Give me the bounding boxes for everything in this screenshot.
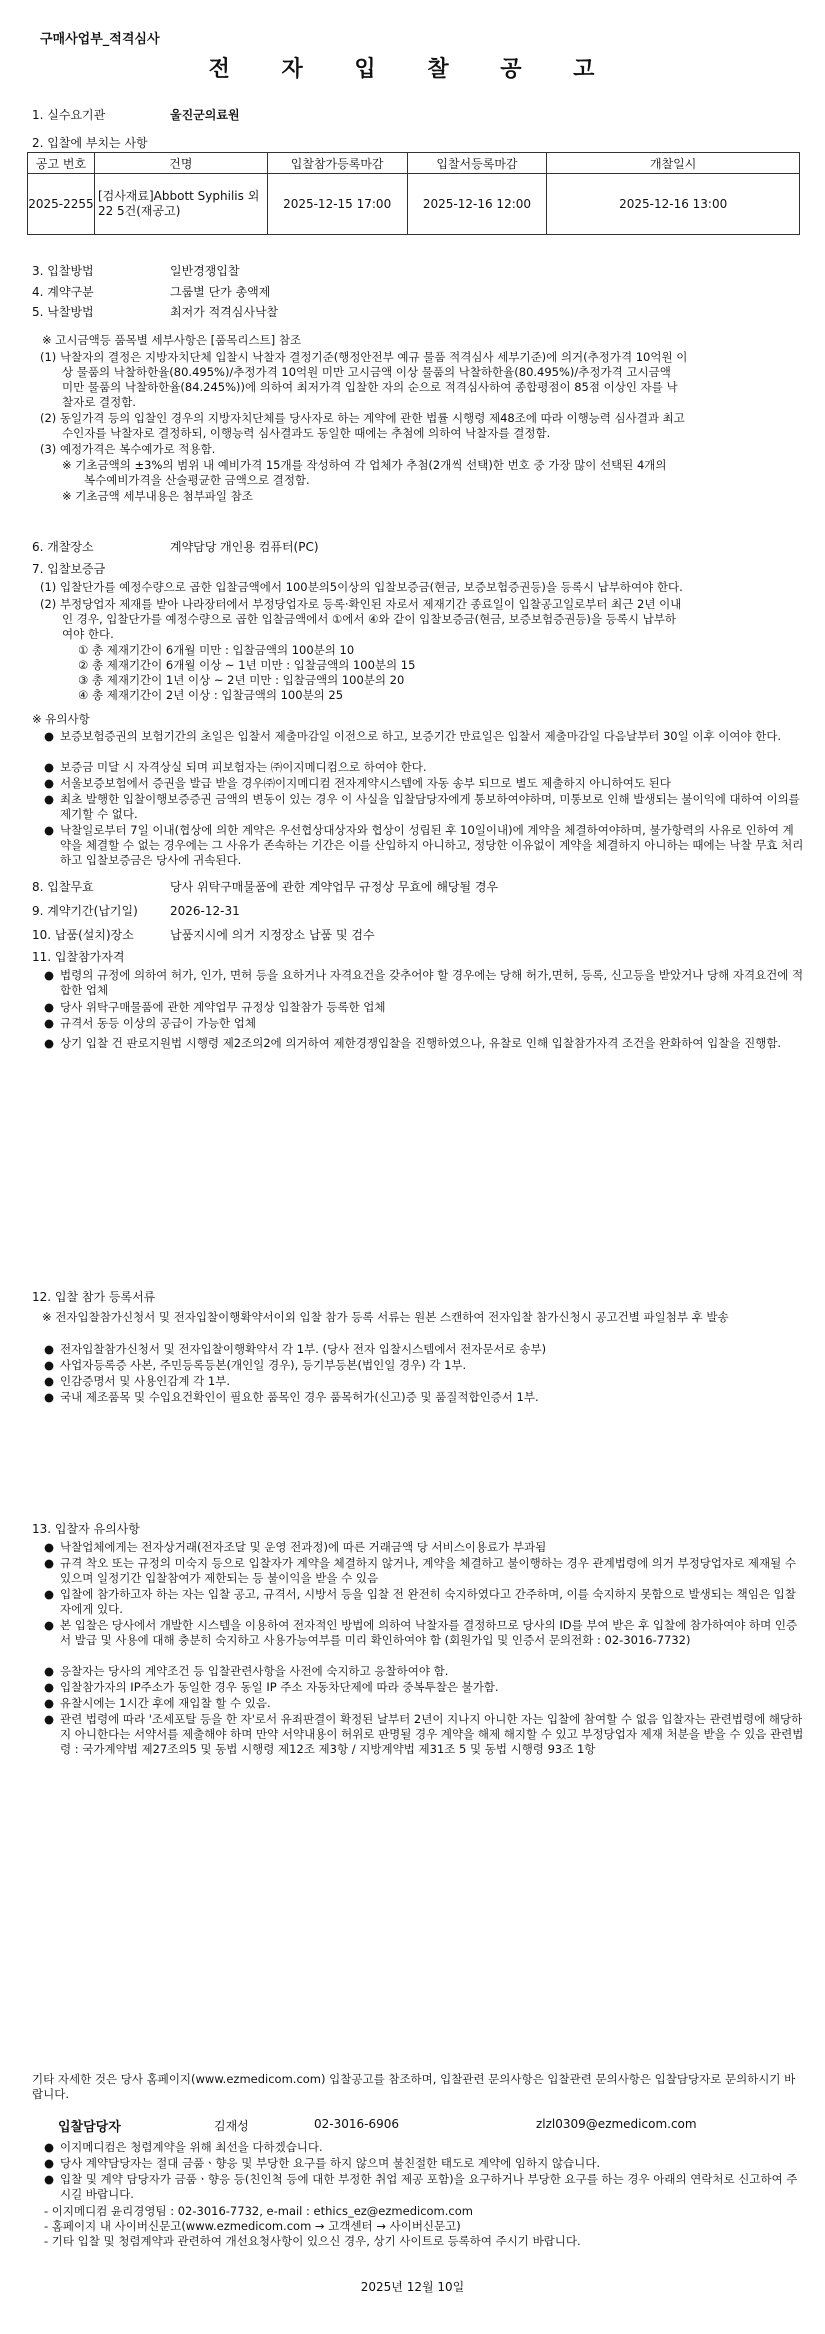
bullet-icon: ● [44,1374,55,1388]
caution-item: ● 입찰에 참가하고자 하는 자는 입찰 공고, 규격서, 시방서 등을 입찰 전 완전히 숙지하였다고 간주하며, 이를 숙지하지 못함으로 발생되는 책임은 입찰자에게 있다. [44,1587,796,1616]
section-4-label: 4. 계약구분 [32,285,94,299]
ethics-contact-line: - 기타 입찰 및 청렴계약과 관련하여 개선요청사항이 있으신 경우, 상기 사이트로 등록하여 주시기 바랍니다. [44,2234,581,2248]
document-item: ● 국내 제조품목 및 수입요건확인이 필요한 품목인 경우 품목허가(신고)증 및 품질적합인증서 1부. [44,1390,539,1404]
s5-note-3: 미만 물품의 낙찰하한율(84.245%))에 의하여 최저가격 입찰한 자의 순으로 적격심사하여 종합평점이 85점 이상인 자를 낙 [62,380,678,394]
table-header-cell: 입찰참가등록마감 [267,153,407,174]
caution-item: ● 응찰자는 당사의 계약조건 등 입찰관련사항을 사전에 숙지하고 응찰하여야 함. [44,1664,449,1678]
section-9 [32,902,240,919]
bid-number-cell: 2025-2255 [28,174,95,235]
s12-note: ※ 전자입찰참가신청서 및 전자입찰이행확약서이외 입찰 참가 등록 서류는 원본 스캔하여 전자입찰 참가신청시 공고건별 파일첨부 후 발송 [42,1310,729,1324]
s5-note-4: 찰자로 결정함. [62,395,136,409]
s7-line-1: (2) 부정당업자 제재를 받아 나라장터에서 부정당업자로 등록·확인된 자로서 제재기간 종료일이 입찰공고일로부터 최근 2년 이내 [40,597,682,611]
section-11-label: 11. 입찰참가자격 [32,950,125,964]
section-4 [32,283,270,300]
s7-line-0: (1) 입찰단가를 예정수량으로 곱한 입찰금액에서 100분의5이상의 입찰보증금(현금, 보증보험증권등)을 등록시 납부하여야 한다. [40,580,683,594]
document-item: ● 사업자등록증 사본, 주민등록등본(개인일 경우), 등기부등본(법인일 경우) 각 1부. [44,1358,467,1372]
item-name-cell: [검사재료]Abbott Syphilis 외 22 5건(재공고) [94,174,267,235]
s7-line-3: 여야 한다. [62,627,114,641]
qualification-item: ● 법령의 규정에 의하여 허가, 인가, 면허 등을 요하거나 자격요건을 갖추어야 할 경우에는 당해 허가,면허, 등록, 신고등을 받았거나 당해 자격요건에 적합한 업체 [44,968,804,997]
table-header-cell: 개찰일시 [547,153,800,174]
section-3-value: 일반경쟁입찰 [170,264,240,278]
section-5-label: 5. 낙찰방법 [32,305,94,319]
bullet-icon: ● [44,792,55,806]
s7-line-6: ③ 총 제재기간이 1년 이상 ~ 2년 미만 : 입찰금액의 100분의 20 [78,673,405,687]
s5-note-6: 수인자를 낙찰자로 결정하되, 이행능력 심사결과도 동일한 때에는 추첨에 의하여 낙찰자를 결정함. [62,426,551,440]
section-10-value: 납품지시에 의거 지정장소 납품 및 검수 [170,928,375,942]
ethics-contact-line: - 이지메디컴 윤리경영팀 : 02-3016-7732, e-mail : ethics_ez@ezmedicom.com [44,2204,473,2218]
s7-line-2: 인 경우, 입찰단가를 예정수량으로 곱한 입찰금액에서 ①에서 ④와 같이 입찰보증금(현금, 보증보험증권등)을 등록시 납부하 [62,612,676,626]
notice-item: ● 서울보증보험에서 증권을 발급 받을 경우㈜이지메디컴 전자계약시스템에 자동 송부 되므로 별도 제출하지 아니하여도 된다 [44,776,671,790]
caution-item: ● 규격 착오 또는 규정의 미숙지 등으로 입찰자가 계약을 체결하지 않거나, 계약을 체결하고 불이행하는 경우 관계법령에 의거 부정당업자로 제재될 수 있으며 일정기간 입찰참여가 제한되는 등 불이익을 받을 수 있음 [44,1556,796,1585]
bullet-icon: ● [44,1342,55,1356]
ethics-item: ● 입찰 및 계약 담당자가 금품ㆍ향응 등(친인척 등에 대한 부정한 취업 제공 포함)을 요구하거나 부당한 요구를 하는 경우 아래의 연락처로 신고하여 주시길 바랍니다. [44,2172,798,2201]
opening-time-cell: 2025-12-16 13:00 [547,174,800,235]
s7-line-7: ④ 총 제재기간이 2년 이상 : 입찰금액의 100분의 25 [78,688,344,702]
caution-item: ● 낙찰업체에게는 전자상거래(전자조달 및 운영 전과정)에 따른 거래금액 당 서비스이용료가 부과됨 [44,1540,547,1554]
s5-note-1: (1) 낙찰자의 결정은 지방자치단체 입찰시 낙찰자 결정기준(행정안전부 예규 물품 적격심사 세부기준)에 의거(추정가격 10억원 이 [40,350,688,364]
section-6-value: 계약담당 개인용 컴퓨터(PC) [170,540,319,554]
section-2-label: 2. 입찰에 부치는 사항 [32,136,148,150]
ethics-contact-line: - 홈페이지 내 사이버신문고(www.ezmedicom.com → 고객센터 → 사이버신문고) [44,2219,461,2233]
contact-email: zlzl0309@ezmedicom.com [536,2117,697,2131]
table-header-cell: 공고 번호 [28,153,95,174]
bullet-icon: ● [44,1556,55,1570]
section-12-label: 12. 입찰 참가 등록서류 [32,1290,156,1304]
s5-note-7: (3) 예정가격은 복수예가로 적용함. [40,442,216,456]
bullet-icon: ● [44,1036,55,1050]
table-header-cell: 건명 [94,153,267,174]
s5-note-8: ※ 기초금액의 ±3%의 범위 내 예비가격 15개를 작성하여 각 업체가 추첨(2개씩 선택)한 번호 중 가장 많이 선택된 4개의 [62,458,667,472]
qualification-item: ● 상기 입찰 건 판로지원법 시행령 제2조의2에 의거하여 제한경쟁입찰을 진행하였으나, 유찰로 인해 입찰참가자격 조건을 완화하여 입찰을 진행함. [44,1036,782,1050]
bullet-icon: ● [44,1587,55,1601]
bullet-icon: ● [44,1712,55,1726]
footer-note: 기타 자세한 것은 당사 홈페이지(www.ezmedicom.com) 입찰공고를 참조하며, 입찰관련 문의사항은 입찰관련 문의사항은 입찰담당자로 문의하시기 바랍니다. [32,2072,796,2101]
caution-item: ● 본 입찰은 당사에서 개발한 시스템을 이용하여 전자적인 방법에 의하여 낙찰자를 결정하므로 당사의 ID를 부여 받은 후 입찰에 참가하여야 하며 인증서 발급 및 사용에 대해 충분히 숙지하고 사용가능여부를 미리 확인하여야 함 (회원가입 및 인증서 문의전화 : 02-3016-7732) [44,1618,798,1647]
caution-item: ● 관련 법령에 따라 '조세포탈 등을 한 자'로서 유죄판결이 확정된 날부터 2년이 지나지 아니한 자는 입찰에 참여할 수 없음 입찰자는 관련법령에 해당하지 아니한다는 서약서를 제출해야 하며 만약 서약내용이 허위로 판명될 경우 계약을 해제 해지할 수 있고 부정당업자 제재 처분을 받을 수 있음 관련법령 : 국가계약법 제27조의5 및 동법 시행령 제12조 제3항 / 지방계약법 제31조 5 및 동법 시행령 93조 1항 [44,1712,804,1756]
document-item: ● 전자입찰참가신청서 및 전자입찰이행확약서 각 1부. (당사 전자 입찰시스템에서 전자문서로 송부) [44,1342,547,1356]
section-10 [32,926,375,943]
table-header-row [28,153,800,174]
bullet-icon: ● [44,968,55,982]
notice-item: ● 보증금 미달 시 자격상실 되며 피보험자는 ㈜이지메디컴으로 하여야 한다. [44,760,427,774]
table-row [28,174,800,235]
bullet-icon: ● [44,1540,55,1554]
bullet-icon: ● [44,823,55,837]
s7-line-4: ① 총 제재기간이 6개월 미만 : 입찰금액의 100분의 10 [78,643,355,657]
s5-note-9: 복수예비가격을 산술평균한 금액으로 결정함. [84,473,310,487]
notice-item: ● 낙찰일로부터 7일 이내(협상에 의한 계약은 우선협상대상자와 협상이 성립된 후 10일이내)에 계약을 체결하여야하며, 불가항력의 사유로 인하여 계약을 체결할 수 없는 경우에는 그 사유가 존속하는 기간은 이를 산입하지 아니하고, 정당한 이유없이 계약을 체결하지 아니하는 때에는 낙찰 무효 처리하고 입찰보증금은 당사에 귀속된다. [44,823,804,867]
notice-label: ※ 유의사항 [32,712,90,726]
s7-line-5: ② 총 제재기간이 6개월 이상 ~ 1년 미만 : 입찰금액의 100분의 15 [78,658,416,672]
section-3-label: 3. 입찰방법 [32,264,94,278]
bullet-icon: ● [44,1680,55,1694]
bullet-icon: ● [44,1696,55,1710]
registration-deadline-cell: 2025-12-15 17:00 [267,174,407,235]
notice-item: ● 최초 발행한 입찰이행보증증권 금액의 변동이 있는 경우 이 사실을 입찰담당자에게 통보하여야하며, 미통보로 인해 발생되는 불이익에 대하여 이의를 제기할 수 없다. [44,792,800,821]
bullet-icon: ● [44,729,55,743]
section-1 [32,106,240,123]
section-1-value: 울진군의료원 [170,108,240,122]
notice-item: ● 보증보험증권의 보험기간의 초일은 입찰서 제출마감일 이전으로 하고, 보증기간 만료일은 입찰서 제출마감일 다음날부터 30일 이후 이여야 한다. [44,729,782,743]
bullet-icon: ● [44,1358,55,1372]
section-4-value: 그룹별 단가 총액제 [170,285,271,299]
section-5 [32,303,278,320]
document-item: ● 인감증명서 및 사용인감계 각 1부. [44,1374,231,1388]
caution-item: ● 입찰참가자의 IP주소가 동일한 경우 동일 IP 주소 자동차단제에 따라 중복투찰은 불가함. [44,1680,499,1694]
qualification-item: ● 규격서 동등 이상의 공급이 가능한 업체 [44,1016,257,1030]
section-8 [32,878,498,895]
section-6-label: 6. 개찰장소 [32,540,94,554]
s5-note-5: (2) 동일가격 등의 입찰인 경우의 지방자치단체를 당사자로 하는 계약에 관한 법률 시행령 제48조에 따라 이행능력 심사결과 최고 [40,411,685,425]
qualification-item: ● 당사 위탁구매물품에 관한 계약업무 규정상 입찰참가 등록한 업체 [44,1000,386,1014]
s5-note-0: ※ 고시금액등 품목별 세부사항은 [품목리스트] 참조 [42,333,302,347]
section-8-value: 당사 위탁구매물품에 관한 계약업무 규정상 무효에 해당될 경우 [170,880,499,894]
page-title: 전 자 입 찰 공 고 [208,57,617,82]
bid-deadline-cell: 2025-12-16 12:00 [407,174,547,235]
s5-note-2: 상 물품의 낙찰하한율(80.495%)/추정가격 10억원 미만 고시금액 이상 물품의 낙찰하한율(80.495%)/추정가격 고시금액 [62,365,671,379]
contact-label: 입찰담당자 [58,2120,121,2135]
section-8-label: 8. 입찰무효 [32,880,94,894]
table-header-cell: 입찰서등록마감 [407,153,547,174]
section-3 [32,262,240,279]
bullet-icon: ● [44,2156,55,2170]
section-10-label: 10. 납품(설치)장소 [32,928,134,942]
section-9-value: 2026-12-31 [170,904,240,918]
section-7-label: 7. 입찰보증금 [32,562,106,576]
s5-note-10: ※ 기초금액 세부내용은 첨부파일 참조 [62,489,253,503]
bullet-icon: ● [44,1000,55,1014]
bullet-icon: ● [44,1390,55,1404]
section-13-label: 13. 입찰자 유의사항 [32,1522,140,1536]
notice-date: 2025년 12월 10일 [360,2280,465,2294]
ethics-item: ● 이지메디컴은 청렴계약을 위해 최선을 다하겠습니다. [44,2140,323,2154]
bullet-icon: ● [44,2172,55,2186]
section-1-label: 1. 실수요기관 [32,108,106,122]
bullet-icon: ● [44,1016,55,1030]
bullet-icon: ● [44,2140,55,2154]
ethics-item: ● 당사 계약담당자는 절대 금품ㆍ향응 및 부당한 요구를 하지 않으며 불친절한 태도로 계약에 임하지 않습니다. [44,2156,600,2170]
caution-item: ● 유찰시에는 1시간 후에 재입찰 할 수 있음. [44,1696,271,1710]
section-6 [32,538,319,555]
section-5-value: 최저가 적격심사낙찰 [170,305,279,319]
department-label: 구매사업부_적격심사 [40,32,160,47]
bullet-icon: ● [44,1618,55,1632]
bullet-icon: ● [44,760,55,774]
contact-phone: 02-3016-6906 [314,2117,400,2131]
contact-name: 김재성 [214,2119,249,2133]
bid-item-table [27,152,800,235]
bullet-icon: ● [44,1664,55,1678]
bullet-icon: ● [44,776,55,790]
section-9-label: 9. 계약기간(납기일) [32,904,138,918]
